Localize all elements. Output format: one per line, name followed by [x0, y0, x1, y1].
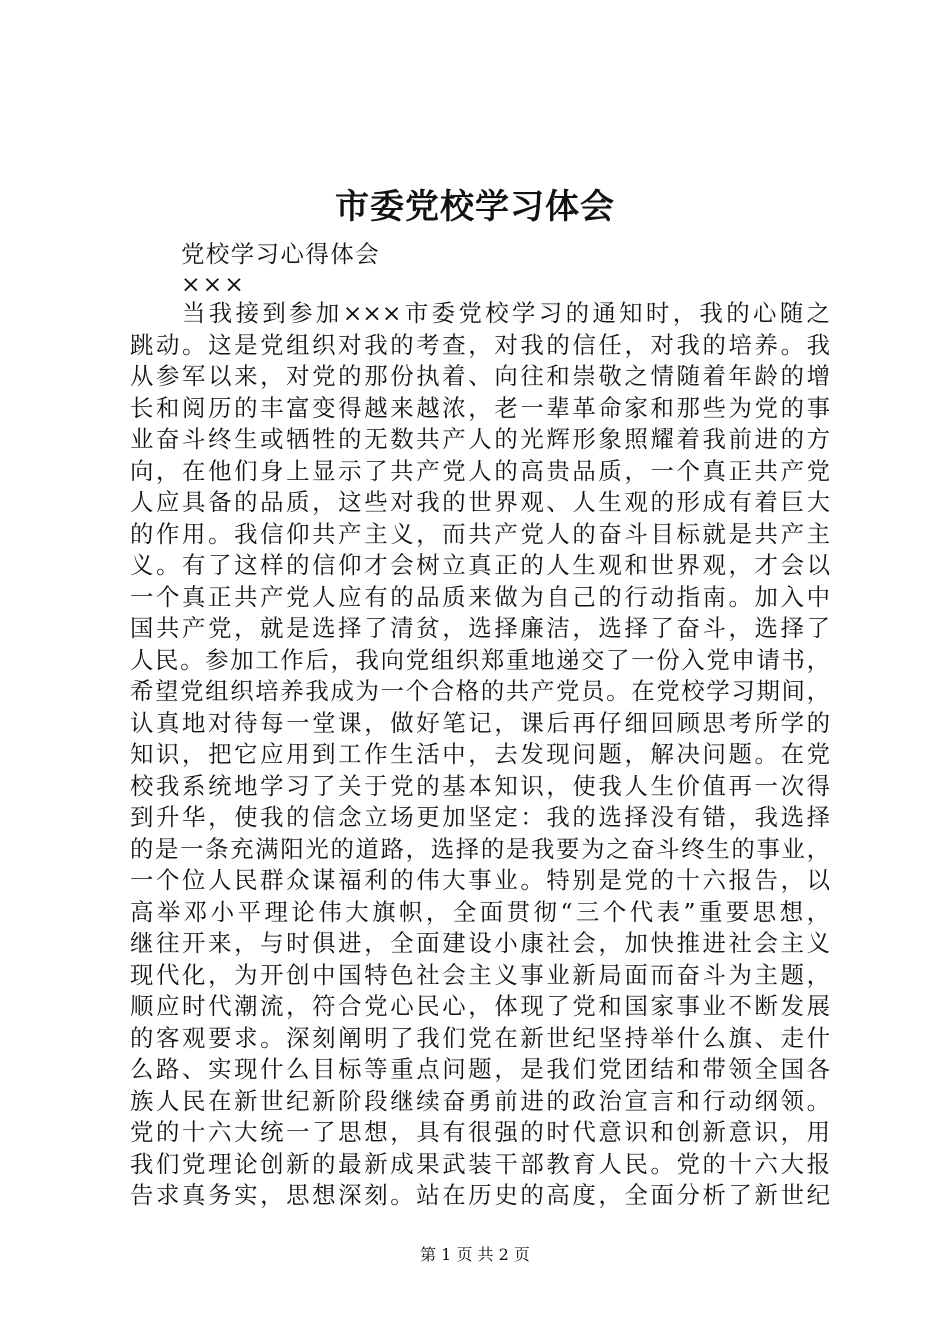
body-line: 认真地对待每一堂课，做好笔记，课后再仔细回顾思考所学的 — [130, 708, 830, 737]
body-line: 的客观要求。深刻阐明了我们党在新世纪坚持举什么旗、走什 — [130, 1023, 830, 1052]
body-line: 从参军以来，对党的那份执着、向往和崇敬之情随着年龄的增 — [130, 362, 830, 390]
body-line: 希望党组织培养我成为一个合格的共产党员。在党校学习期间， — [130, 677, 830, 705]
body-line: 向，在他们身上显示了共产党人的高贵品质，一个真正共产党 — [130, 456, 830, 485]
body-line: 一个位人民群众谋福利的伟大事业。特别是党的十六报告，以 — [130, 866, 830, 894]
body-line: 人应具备的品质，这些对我的世界观、人生观的形成有着巨大 — [130, 488, 830, 516]
body-line: 国共产党，就是选择了清贫，选择廉洁，选择了奋斗，选择了 — [130, 614, 830, 642]
body-line: 长和阅历的丰富变得越来越浓，老一辈革命家和那些为党的事 — [130, 393, 830, 422]
body-line: 业奋斗终生或牺牲的无数共产人的光辉形象照耀着我前进的方 — [130, 425, 830, 453]
body-line: 一个真正共产党人应有的品质来做为自己的行动指南。加入中 — [130, 582, 830, 611]
body-line: 校我系统地学习了关于党的基本知识，使我人生价值再一次得 — [130, 771, 830, 800]
body-line: 义。有了这样的信仰才会树立真正的人生观和世界观，才会以 — [130, 551, 830, 579]
body-line: 高举邓小平理论伟大旗帜，全面贯彻“三个代表”重要思想， — [130, 897, 830, 926]
body-line: 的是一条充满阳光的道路，选择的是我要为之奋斗终生的事业， — [130, 834, 830, 863]
body-line: 的作用。我信仰共产主义，而共产党人的奋斗目标就是共产主 — [130, 519, 830, 548]
document-author: ××× — [181, 270, 246, 298]
body-line: 么路、实现什么目标等重点问题，是我们党团结和带领全国各 — [130, 1055, 830, 1083]
body-line: 我们党理论创新的最新成果武装干部教育人民。党的十六大报 — [130, 1149, 830, 1178]
body-line: 党的十六大统一了思想，具有很强的时代意识和创新意识，用 — [130, 1118, 830, 1146]
page-footer: 第 1 页 共 2 页 — [420, 1245, 530, 1264]
document-subtitle: 党校学习心得体会 — [181, 240, 381, 268]
body-line: 人民。参加工作后，我向党组织郑重地递交了一份入党申请书， — [130, 645, 830, 674]
body-line: 顺应时代潮流，符合党心民心，体现了党和国家事业不断发展 — [130, 992, 830, 1020]
body-line: 当我接到参加×××市委党校学习的通知时，我的心随之 — [182, 299, 830, 327]
body-line: 现代化，为开创中国特色社会主义事业新局面而奋斗为主题， — [130, 960, 830, 989]
document-title: 市委党校学习体会 — [335, 187, 615, 227]
body-line: 继往开来，与时俱进，全面建设小康社会，加快推进社会主义 — [130, 929, 830, 957]
body-line: 知识，把它应用到工作生活中，去发现问题，解决问题。在党 — [130, 740, 830, 768]
body-line: 族人民在新世纪新阶段继续奋勇前进的政治宣言和行动纲领。 — [130, 1086, 830, 1115]
body-paragraph — [130, 298, 830, 1212]
body-line: 到升华，使我的信念立场更加坚定：我的选择没有错，我选择 — [130, 803, 830, 831]
body-line: 跳动。这是党组织对我的考查，对我的信任，对我的培养。我 — [130, 330, 830, 359]
body-line: 告求真务实，思想深刻。站在历史的高度，全面分析了新世纪 — [130, 1181, 830, 1209]
